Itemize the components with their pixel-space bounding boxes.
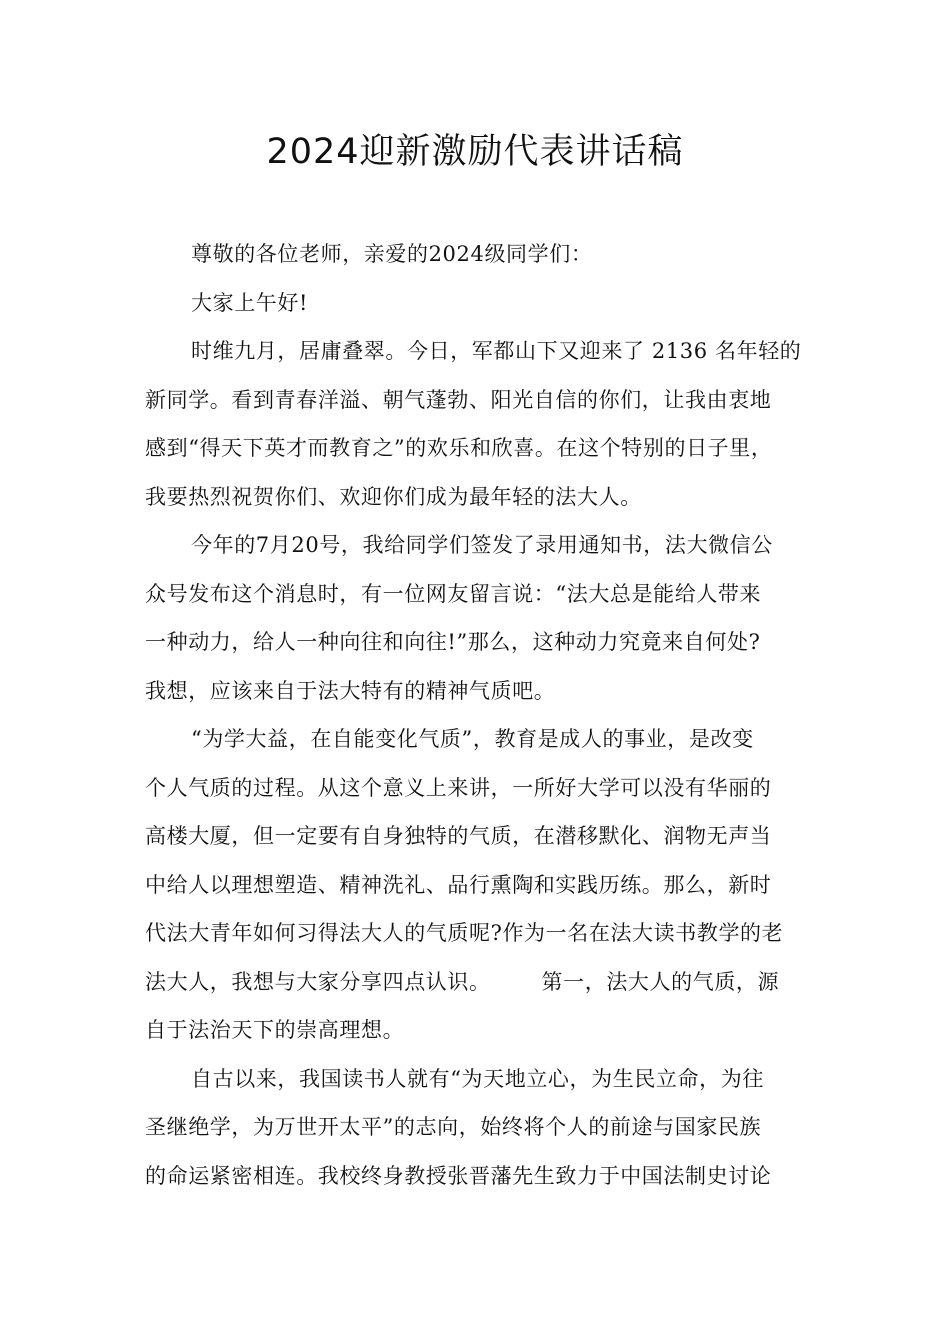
paragraph-line: 个人气质的过程。从这个意义上来讲，一所好大学可以没有华丽的 — [145, 775, 772, 800]
paragraph-line: 代法大青年如何习得法大人的气质呢?作为一名在法大读书教学的老 — [145, 921, 784, 945]
paragraph-line: “为学大益，在自能变化气质”，教育是成人的事业，是改变 — [191, 727, 754, 751]
paragraph-line: 众号发布这个消息时，有一位网友留言说：“法大总是能给人带来 — [145, 581, 762, 606]
paragraph-line: 时维九月，居庸叠翠。今日，军都山下又迎来了 2136 名年轻的 — [191, 339, 802, 363]
document-title: 2024迎新激励代表讲话稿 — [266, 132, 684, 172]
paragraph-line: 一种动力，给人一种向往和向往!”那么，这种动力究竟来自何处? — [145, 630, 761, 654]
paragraph-line: 中给人以理想塑造、精神洗礼、品行熏陶和实践历练。那么，新时 — [145, 872, 772, 897]
paragraph-line: 今年的7月20号，我给同学们签发了录用通知书，法大微信公 — [191, 533, 773, 557]
paragraph-line: 自于法治天下的崇高理想。 — [145, 1018, 405, 1042]
paragraph-line: 的命运紧密相连。我校终身教授张晋藩先生致力于中国法制史讨论 — [145, 1163, 772, 1188]
greeting-line: 大家上午好! — [191, 290, 309, 315]
paragraph-line: 我要热烈祝贺你们、欢迎你们成为最年轻的法大人。 — [145, 484, 642, 509]
paragraph-line: 法大人，我想与大家分享四点认识。 第一，法大人的气质，源 — [145, 969, 780, 994]
paragraph-line: 新同学。看到青春洋溢、朝气蓬勃、阳光自信的你们，让我由衷地 — [145, 387, 772, 412]
paragraph-line: 自古以来，我国读书人就有“为天地立心，为生民立命，为往 — [191, 1066, 764, 1091]
paragraph-line: 我想，应该来自于法大特有的精神气质吧。 — [145, 678, 556, 703]
salutation-line: 尊敬的各位老师，亲爱的2024级同学们： — [191, 242, 593, 266]
paragraph-line: 高楼大厦，但一定要有自身独特的气质，在潜移默化、润物无声当 — [145, 824, 772, 848]
document-body — [145, 230, 813, 1200]
paragraph-line: 圣继绝学，为万世开太平”的志向，始终将个人的前途与国家民族 — [145, 1115, 762, 1139]
paragraph-line: 感到“得天下英才而教育之”的欢乐和欣喜。在这个特别的日子里， — [145, 436, 773, 460]
